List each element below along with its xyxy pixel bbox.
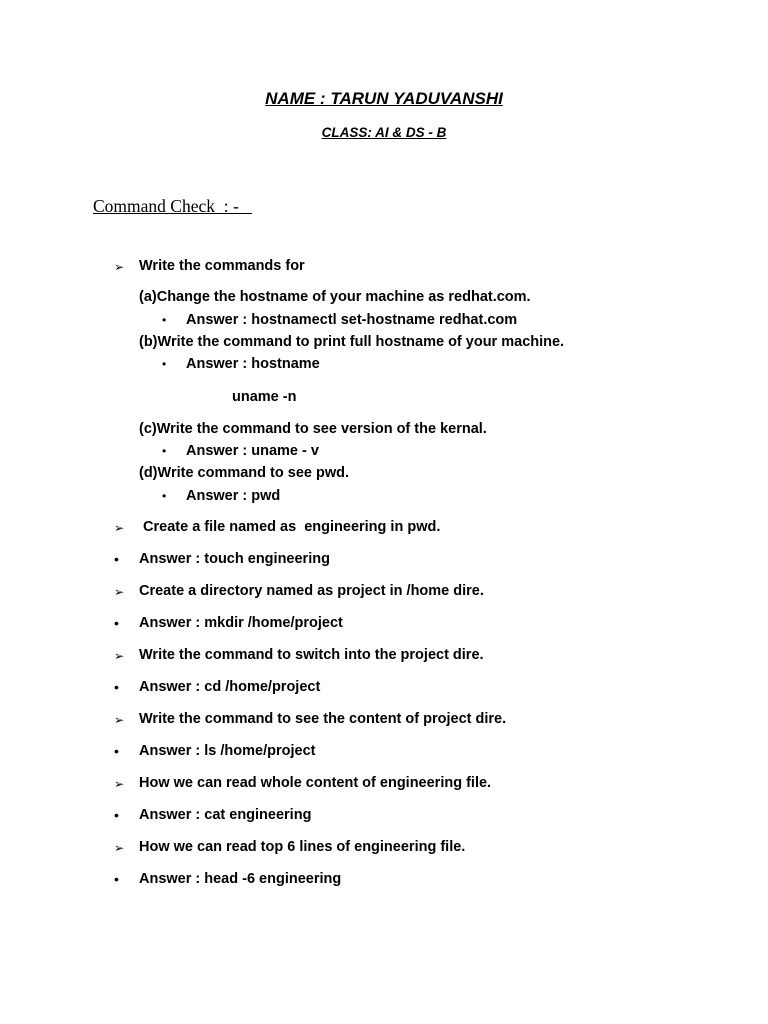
answer-line: Answer : head -6 engineering [139, 871, 342, 887]
arrow-bullet-icon: ➢ [114, 649, 125, 663]
bullet-icon: • [114, 615, 119, 631]
section-heading: Command Check : - [93, 196, 252, 216]
bullet-icon: • [114, 679, 119, 695]
arrow-bullet-icon: ➢ [114, 585, 125, 599]
question-line: Create a file named as engineering in pwd. [139, 519, 441, 535]
question-line: How we can read whole content of engineering file. [139, 775, 492, 791]
answer-line: Answer : mkdir /home/project [139, 615, 343, 631]
arrow-bullet-icon: ➢ [114, 521, 125, 535]
student-name: NAME : TARUN YADUVANSHI [265, 89, 503, 108]
arrow-bullet-icon: ➢ [114, 777, 125, 791]
question-line: Write the commands for [139, 258, 305, 274]
bullet-icon: • [162, 444, 167, 458]
arrow-bullet-icon: ➢ [114, 260, 125, 274]
bullet-icon: • [162, 489, 167, 503]
answer-line: Answer : hostname [186, 356, 320, 372]
answer-line: Answer : hostnamectl set-hostname redhat.com [186, 312, 518, 328]
answer-continuation: uname -n [232, 389, 297, 405]
answer-line: Answer : uname - v [186, 443, 319, 459]
question-line: How we can read top 6 lines of engineering file. [139, 839, 466, 855]
bullet-icon: • [114, 551, 119, 567]
bullet-icon: • [114, 871, 119, 887]
question-line: Write the command to switch into the project dire. [139, 647, 484, 663]
answer-line: Answer : cd /home/project [139, 679, 321, 695]
sub-question-line: (b)Write the command to print full hostname of your machine. [139, 334, 565, 350]
answer-line: Answer : ls /home/project [139, 743, 316, 759]
bullet-icon: • [162, 357, 167, 371]
sub-question-line: (a)Change the hostname of your machine as redhat.com. [139, 289, 531, 305]
answer-line: Answer : cat engineering [139, 807, 312, 823]
answer-line: Answer : pwd [186, 488, 281, 504]
answer-line: Answer : touch engineering [139, 551, 330, 567]
arrow-bullet-icon: ➢ [114, 713, 125, 727]
bullet-icon: • [162, 313, 167, 327]
arrow-bullet-icon: ➢ [114, 841, 125, 855]
question-line: Write the command to see the content of project dire. [139, 711, 507, 727]
sub-question-line: (d)Write command to see pwd. [139, 465, 350, 481]
bullet-icon: • [114, 743, 119, 759]
student-class: CLASS: AI & DS - B [321, 125, 447, 140]
sub-question-line: (c)Write the command to see version of the kernal. [139, 421, 487, 437]
question-line: Create a directory named as project in /home dire. [139, 583, 484, 599]
bullet-icon: • [114, 807, 119, 823]
